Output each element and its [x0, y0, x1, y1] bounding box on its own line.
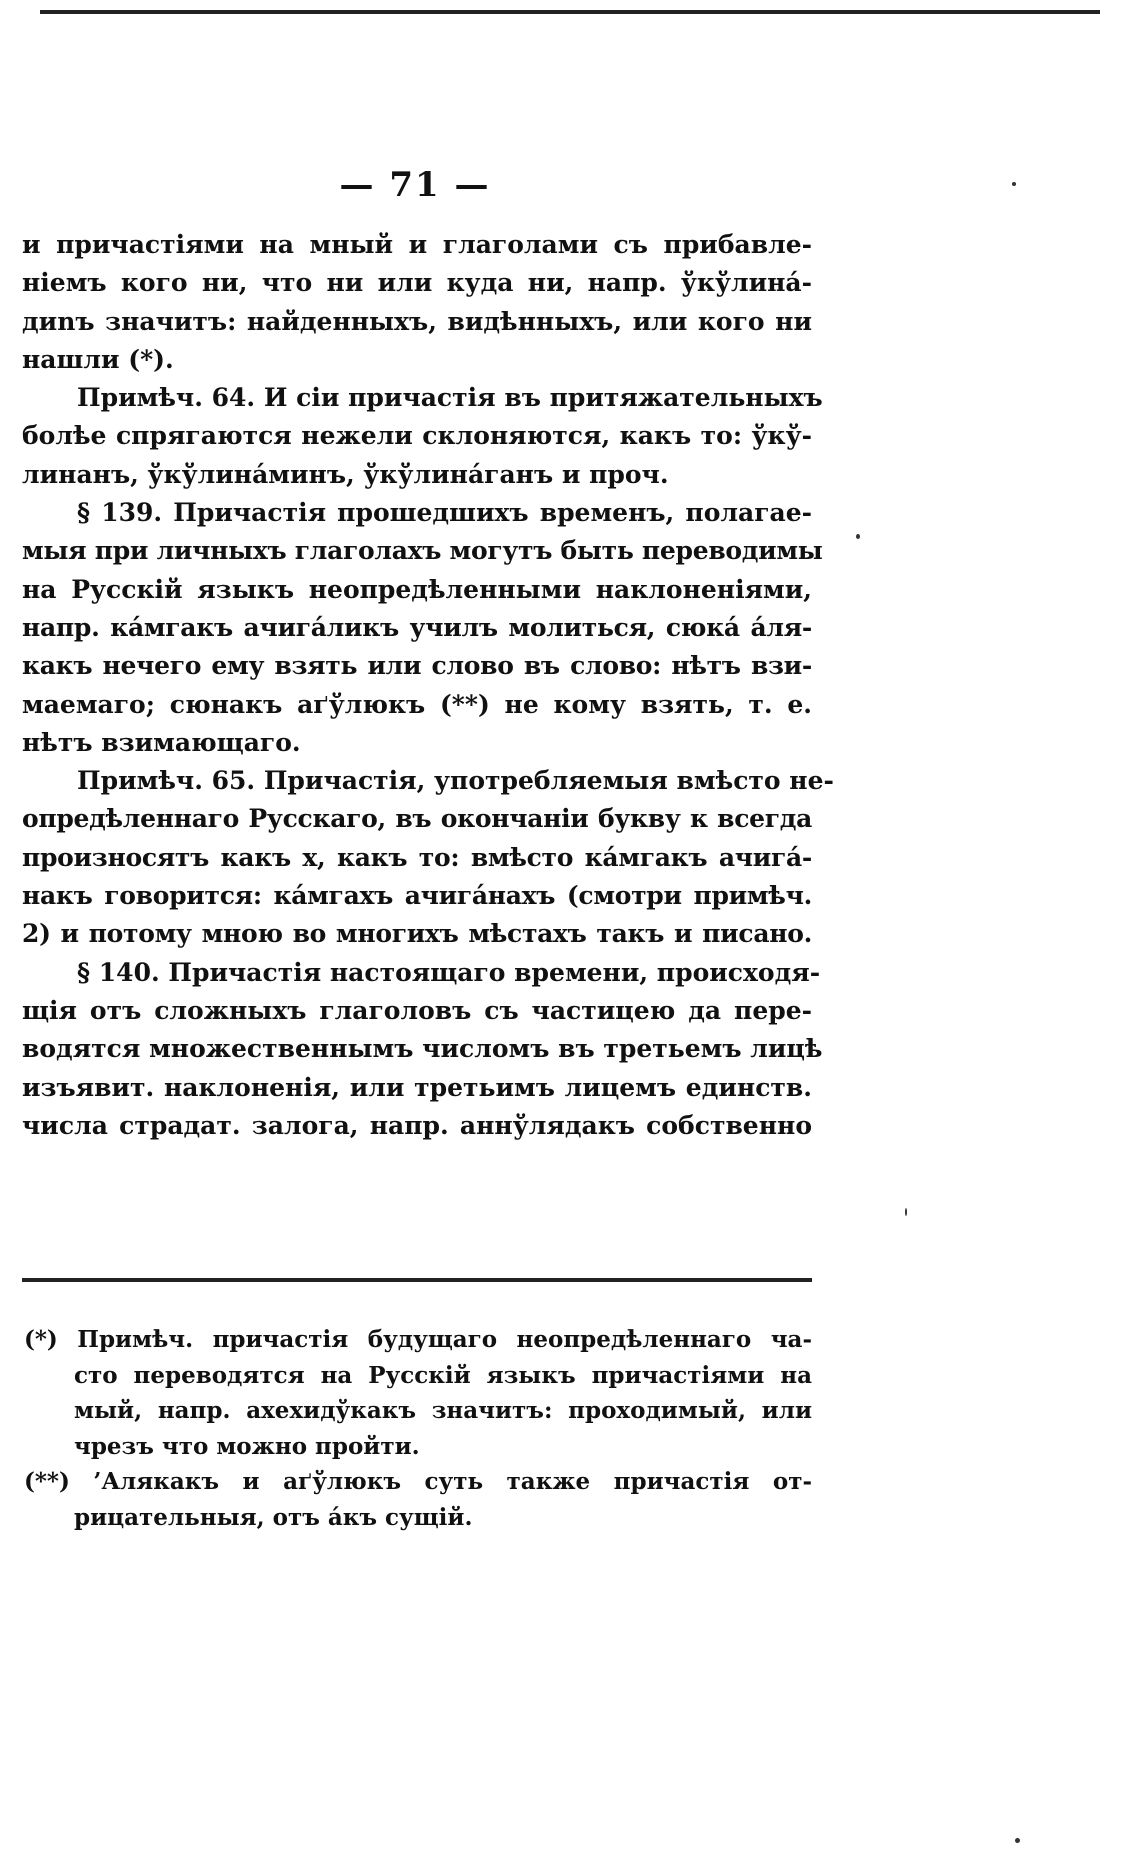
scan-speck: [856, 534, 860, 539]
page-number: — 71 —: [339, 165, 491, 205]
text-line: накъ говорится: ка́мгахъ ачига́нахъ (смотри примѣч.: [22, 881, 812, 911]
text-line: на Русскій языкъ неопредѣленными наклоненіями,: [22, 574, 812, 604]
text-line: водятся множественнымъ числомъ въ третьемъ лицѣ: [22, 1034, 823, 1064]
scan-speck: [1015, 1838, 1020, 1843]
text-line: нашли (*).: [22, 344, 174, 374]
note-heading-line: Примѣч. 65. Причастія, употребляемыя вмѣсто не-: [77, 766, 834, 796]
footnote-line: мый, напр. ахехидўкакъ значитъ: проходимый, или: [74, 1397, 812, 1424]
text-line: произносятъ какъ х, какъ то: вмѣсто ка́мгакъ ачига́-: [22, 842, 812, 872]
text-line: диnъ значитъ: найденныхъ, видѣнныхъ, или кого ни: [22, 306, 812, 336]
text-line: линанъ, ўкўлина́минъ, ўкўлина́ганъ и проч.: [22, 459, 669, 489]
footnote-line: сто переводятся на Русскій языкъ причастіями на: [74, 1361, 812, 1389]
top-border-rule: [40, 0, 1100, 14]
text-line: маемаго; сюнакъ аґўлюкъ (**) не кому взять, т. е.: [22, 689, 812, 719]
text-line: мыя при личныхъ глаголахъ могутъ быть переводимы: [22, 536, 823, 566]
footnote-line: (**) ’Алякакъ и аґўлюкъ суть также причастія от-: [24, 1468, 812, 1495]
text-line: ніемъ кого ни, что ни или куда ни, напр. ўкўлина́-: [22, 268, 812, 298]
note-heading-line: Примѣч. 64. И сіи причастія въ притяжательныхъ: [77, 383, 823, 413]
section-heading-line: § 139. Причастія прошедшихъ временъ, полагае-: [77, 498, 812, 528]
text-line: изъявит. наклоненія, или третьимъ лицемъ единств.: [22, 1072, 812, 1102]
footnotes-block: [24, 1322, 812, 1535]
text-line: 2) и потому мною во многихъ мѣстахъ такъ и писано.: [22, 919, 812, 949]
footnote-divider: [22, 1278, 812, 1282]
text-line: числа страдат. залога, напр. аннўлядакъ собственно: [22, 1110, 812, 1140]
text-line: и причастіями на мный и глаголами съ прибавле-: [22, 230, 812, 259]
footnote-line: (*) Примѣч. причастія будущаго неопредѣленнаго ча-: [24, 1326, 812, 1353]
text-line: нѣтъ взимающаго.: [22, 727, 301, 757]
text-line: щія отъ сложныхъ глаголовъ съ частицею да пере-: [22, 995, 812, 1025]
scan-speck: [905, 1208, 907, 1216]
footnote-line: рицательныя, отъ а́къ сущій.: [74, 1503, 473, 1531]
section-heading-line: § 140. Причастія настоящаго времени, происходя-: [77, 957, 821, 987]
text-line: опредѣленнаго Русскаго, въ окончаніи букву к всегда: [22, 804, 812, 834]
scan-speck: [1012, 182, 1016, 186]
footnote-line: чрезъ что можно пройти.: [74, 1432, 420, 1460]
main-text-block: [22, 226, 834, 1145]
text-line: болѣе спрягаются нежели склоняются, какъ то: ўкў-: [22, 421, 812, 451]
text-line: напр. ка́мгакъ ачига́ликъ училъ молиться, сюка́ а́ля-: [22, 612, 812, 642]
text-line: какъ нечего ему взять или слово въ слово: нѣтъ взи-: [22, 651, 812, 681]
